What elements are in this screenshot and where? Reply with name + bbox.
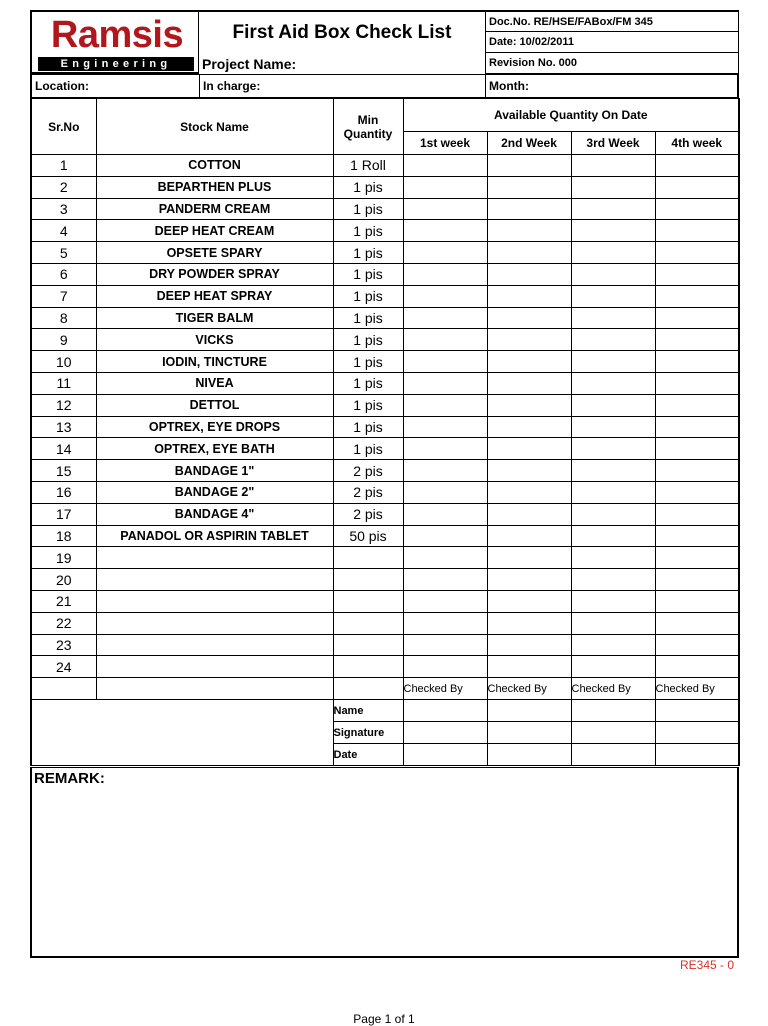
row-week-4-qty[interactable]: [655, 198, 739, 220]
row-min-quantity: 1 pis: [333, 307, 403, 329]
row-week-3-qty[interactable]: [571, 372, 655, 394]
header-week-1: 1st week: [403, 132, 487, 155]
row-srno: 2: [31, 176, 96, 198]
row-srno: 18: [31, 525, 96, 547]
row-week-2-qty[interactable]: [487, 590, 571, 612]
row-stock-name: COTTON: [96, 155, 333, 177]
row-week-4-qty[interactable]: [655, 590, 739, 612]
row-week-2-qty[interactable]: [487, 307, 571, 329]
row-week-1-qty[interactable]: [403, 285, 487, 307]
row-week-1-qty[interactable]: [403, 329, 487, 351]
row-srno: 3: [31, 198, 96, 220]
row-week-1-qty[interactable]: [403, 242, 487, 264]
row-week-4-qty[interactable]: [655, 263, 739, 285]
row-week-1-qty[interactable]: [403, 547, 487, 569]
remark-box[interactable]: [30, 767, 739, 958]
row-stock-name: DETTOL: [96, 394, 333, 416]
row-week-1-qty[interactable]: [403, 220, 487, 242]
date-cell-week-3[interactable]: [571, 744, 655, 766]
row-srno: 20: [31, 569, 96, 591]
date-cell-week-1[interactable]: [403, 744, 487, 766]
signature-cell-week-2[interactable]: [487, 722, 571, 744]
row-stock-name: PANDERM CREAM: [96, 198, 333, 220]
row-min-quantity: 1 pis: [333, 198, 403, 220]
table-row: [31, 198, 739, 220]
row-srno: 23: [31, 634, 96, 656]
incharge-field[interactable]: [199, 74, 486, 98]
row-stock-name: BEPARTHEN PLUS: [96, 176, 333, 198]
row-min-quantity: 1 Roll: [333, 155, 403, 177]
row-srno: 11: [31, 372, 96, 394]
row-week-4-qty[interactable]: [655, 176, 739, 198]
row-week-1-qty[interactable]: [403, 394, 487, 416]
row-min-quantity: [333, 656, 403, 678]
remark-label: REMARK:: [34, 770, 105, 787]
row-week-3-qty[interactable]: [571, 220, 655, 242]
row-week-3-qty[interactable]: [571, 569, 655, 591]
checklist-table: [30, 98, 740, 766]
row-week-1-qty[interactable]: [403, 307, 487, 329]
title-cell: [199, 10, 485, 54]
table-row: [31, 176, 739, 198]
row-min-quantity: 2 pis: [333, 503, 403, 525]
logo-brand: Ramsis: [50, 14, 184, 56]
row-min-quantity: 2 pis: [333, 460, 403, 482]
row-stock-name: IODIN, TINCTURE: [96, 351, 333, 373]
row-week-4-qty[interactable]: [655, 656, 739, 678]
signature-cell-week-4[interactable]: [655, 722, 739, 744]
row-week-1-qty[interactable]: [403, 263, 487, 285]
row-min-quantity: [333, 547, 403, 569]
project-name-cell[interactable]: [199, 54, 485, 74]
row-week-4-qty[interactable]: [655, 155, 739, 177]
table-row: [31, 155, 739, 177]
checked-by-week-2: Checked By: [487, 678, 571, 700]
row-week-4-qty[interactable]: [655, 416, 739, 438]
row-week-3-qty[interactable]: [571, 307, 655, 329]
incharge-label: In charge:: [203, 79, 261, 93]
location-field[interactable]: [30, 74, 200, 98]
table-row: [31, 394, 739, 416]
signature-cell-week-1[interactable]: [403, 722, 487, 744]
row-week-3-qty[interactable]: [571, 656, 655, 678]
header-srno: Sr.No: [31, 99, 96, 155]
table-row: [31, 220, 739, 242]
row-week-3-qty[interactable]: [571, 285, 655, 307]
row-srno: 7: [31, 285, 96, 307]
row-week-4-qty[interactable]: [655, 612, 739, 634]
row-week-4-qty[interactable]: [655, 242, 739, 264]
row-stock-name: [96, 612, 333, 634]
row-week-4-qty[interactable]: [655, 285, 739, 307]
company-logo: [30, 10, 199, 74]
row-week-2-qty[interactable]: [487, 329, 571, 351]
form-code: RE345 - 0: [679, 958, 734, 972]
row-stock-name: [96, 634, 333, 656]
table-row: [31, 569, 739, 591]
month-field[interactable]: [485, 74, 739, 98]
row-stock-name: NIVEA: [96, 372, 333, 394]
row-week-3-qty[interactable]: [571, 198, 655, 220]
row-week-1-qty[interactable]: [403, 351, 487, 373]
header-week-3: 3rd Week: [571, 132, 655, 155]
row-stock-name: OPTREX, EYE DROPS: [96, 416, 333, 438]
row-week-2-qty[interactable]: [487, 416, 571, 438]
row-week-1-qty[interactable]: [403, 438, 487, 460]
row-min-quantity: [333, 590, 403, 612]
row-week-1-qty[interactable]: [403, 525, 487, 547]
row-week-3-qty[interactable]: [571, 634, 655, 656]
row-week-2-qty[interactable]: [487, 242, 571, 264]
row-min-quantity: 2 pis: [333, 481, 403, 503]
row-week-4-qty[interactable]: [655, 503, 739, 525]
row-week-1-qty[interactable]: [403, 503, 487, 525]
row-week-2-qty[interactable]: [487, 372, 571, 394]
header-week-2: 2nd Week: [487, 132, 571, 155]
date-cell-week-2[interactable]: [487, 744, 571, 766]
row-srno: 24: [31, 656, 96, 678]
row-stock-name: DEEP HEAT SPRAY: [96, 285, 333, 307]
table-row: [31, 460, 739, 482]
revision-number: Revision No. 000: [485, 52, 739, 74]
table-row: [31, 612, 739, 634]
row-week-3-qty[interactable]: [571, 438, 655, 460]
row-week-2-qty[interactable]: [487, 460, 571, 482]
table-row: [31, 634, 739, 656]
row-week-1-qty[interactable]: [403, 612, 487, 634]
row-srno: 5: [31, 242, 96, 264]
row-stock-name: [96, 569, 333, 591]
row-week-4-qty[interactable]: [655, 460, 739, 482]
row-stock-name: BANDAGE 2": [96, 481, 333, 503]
row-stock-name: OPTREX, EYE BATH: [96, 438, 333, 460]
row-week-3-qty[interactable]: [571, 503, 655, 525]
row-week-4-qty[interactable]: [655, 634, 739, 656]
row-stock-name: [96, 547, 333, 569]
row-week-3-qty[interactable]: [571, 394, 655, 416]
row-stock-name: DRY POWDER SPRAY: [96, 263, 333, 285]
checked-by-week-3: Checked By: [571, 678, 655, 700]
table-row: [31, 307, 739, 329]
row-srno: 14: [31, 438, 96, 460]
row-week-4-qty[interactable]: [655, 438, 739, 460]
row-week-2-qty[interactable]: [487, 263, 571, 285]
table-row: [31, 372, 739, 394]
project-name-label: Project Name:: [202, 56, 297, 72]
row-stock-name: [96, 590, 333, 612]
row-srno: 9: [31, 329, 96, 351]
row-srno: 4: [31, 220, 96, 242]
row-week-4-qty[interactable]: [655, 481, 739, 503]
row-srno: 6: [31, 263, 96, 285]
row-week-2-qty[interactable]: [487, 220, 571, 242]
blank-cell: [333, 678, 403, 700]
header-week-4: 4th week: [655, 132, 739, 155]
form-title: First Aid Box Check List: [232, 22, 452, 43]
signoff-section: [31, 678, 739, 766]
row-min-quantity: 1 pis: [333, 372, 403, 394]
row-week-1-qty[interactable]: [403, 372, 487, 394]
logo-subtitle: Engineering: [38, 57, 194, 71]
row-week-4-qty[interactable]: [655, 351, 739, 373]
row-srno: 12: [31, 394, 96, 416]
month-label: Month:: [489, 79, 529, 93]
row-week-1-qty[interactable]: [403, 460, 487, 482]
name-cell-week-3[interactable]: [571, 700, 655, 722]
row-week-3-qty[interactable]: [571, 329, 655, 351]
row-min-quantity: 1 pis: [333, 416, 403, 438]
row-week-2-qty[interactable]: [487, 634, 571, 656]
row-srno: 13: [31, 416, 96, 438]
table-row: [31, 656, 739, 678]
row-week-4-qty[interactable]: [655, 329, 739, 351]
row-week-3-qty[interactable]: [571, 263, 655, 285]
row-week-3-qty[interactable]: [571, 155, 655, 177]
location-row: [30, 74, 739, 98]
row-week-2-qty[interactable]: [487, 656, 571, 678]
row-min-quantity: 1 pis: [333, 394, 403, 416]
location-label: Location:: [35, 79, 89, 93]
document-meta: [485, 10, 739, 74]
row-min-quantity: 1 pis: [333, 351, 403, 373]
row-week-3-qty[interactable]: [571, 612, 655, 634]
row-stock-name: VICKS: [96, 329, 333, 351]
row-week-3-qty[interactable]: [571, 176, 655, 198]
row-week-4-qty[interactable]: [655, 372, 739, 394]
row-week-2-qty[interactable]: [487, 547, 571, 569]
row-week-2-qty[interactable]: [487, 569, 571, 591]
row-week-2-qty[interactable]: [487, 481, 571, 503]
signoff-blank: [31, 700, 333, 766]
row-week-1-qty[interactable]: [403, 569, 487, 591]
row-week-1-qty[interactable]: [403, 590, 487, 612]
row-week-1-qty[interactable]: [403, 656, 487, 678]
row-srno: 10: [31, 351, 96, 373]
row-min-quantity: 1 pis: [333, 220, 403, 242]
table-row: [31, 438, 739, 460]
header-stock-name: Stock Name: [96, 99, 333, 155]
row-week-3-qty[interactable]: [571, 242, 655, 264]
table-row: [31, 351, 739, 373]
row-min-quantity: [333, 612, 403, 634]
signoff-date-label: Date: [333, 744, 403, 766]
row-week-3-qty[interactable]: [571, 481, 655, 503]
signoff-name-label: Name: [333, 700, 403, 722]
row-stock-name: BANDAGE 1": [96, 460, 333, 482]
row-srno: 22: [31, 612, 96, 634]
row-min-quantity: [333, 634, 403, 656]
row-srno: 17: [31, 503, 96, 525]
table-row: [31, 481, 739, 503]
row-week-3-qty[interactable]: [571, 525, 655, 547]
row-min-quantity: 1 pis: [333, 329, 403, 351]
row-min-quantity: 1 pis: [333, 176, 403, 198]
row-srno: 15: [31, 460, 96, 482]
page-number: Page 1 of 1: [353, 1012, 415, 1026]
row-week-1-qty[interactable]: [403, 416, 487, 438]
header-available-quantity: Available Quantity On Date: [403, 99, 739, 132]
doc-date: Date: 10/02/2011: [485, 31, 739, 53]
row-srno: 8: [31, 307, 96, 329]
row-week-1-qty[interactable]: [403, 155, 487, 177]
blank-cell: [31, 678, 96, 700]
row-srno: 1: [31, 155, 96, 177]
row-min-quantity: 1 pis: [333, 263, 403, 285]
row-week-3-qty[interactable]: [571, 416, 655, 438]
row-week-2-qty[interactable]: [487, 351, 571, 373]
row-week-1-qty[interactable]: [403, 176, 487, 198]
signoff-signature-label: Signature: [333, 722, 403, 744]
table-row: [31, 242, 739, 264]
row-week-4-qty[interactable]: [655, 307, 739, 329]
doc-number: Doc.No. RE/HSE/FABox/FM 345: [485, 10, 739, 32]
row-week-4-qty[interactable]: [655, 525, 739, 547]
name-cell-week-4[interactable]: [655, 700, 739, 722]
row-week-1-qty[interactable]: [403, 481, 487, 503]
row-week-4-qty[interactable]: [655, 220, 739, 242]
table-row: [31, 590, 739, 612]
row-week-2-qty[interactable]: [487, 612, 571, 634]
row-week-1-qty[interactable]: [403, 634, 487, 656]
name-cell-week-2[interactable]: [487, 700, 571, 722]
table-row: [31, 416, 739, 438]
table-row: [31, 525, 739, 547]
row-week-3-qty[interactable]: [571, 590, 655, 612]
row-week-2-qty[interactable]: [487, 394, 571, 416]
row-stock-name: DEEP HEAT CREAM: [96, 220, 333, 242]
row-week-3-qty[interactable]: [571, 547, 655, 569]
row-stock-name: TIGER BALM: [96, 307, 333, 329]
header-min-quantity: Min Quantity: [333, 99, 403, 155]
table-row: [31, 547, 739, 569]
table-row: [31, 503, 739, 525]
row-week-2-qty[interactable]: [487, 438, 571, 460]
table-row: [31, 263, 739, 285]
row-week-2-qty[interactable]: [487, 503, 571, 525]
row-week-2-qty[interactable]: [487, 198, 571, 220]
row-week-2-qty[interactable]: [487, 176, 571, 198]
table-row: [31, 285, 739, 307]
row-week-4-qty[interactable]: [655, 547, 739, 569]
row-min-quantity: 1 pis: [333, 285, 403, 307]
row-stock-name: OPSETE SPARY: [96, 242, 333, 264]
row-week-1-qty[interactable]: [403, 198, 487, 220]
row-week-2-qty[interactable]: [487, 525, 571, 547]
row-min-quantity: 1 pis: [333, 438, 403, 460]
row-week-3-qty[interactable]: [571, 351, 655, 373]
table-row: [31, 329, 739, 351]
row-min-quantity: [333, 569, 403, 591]
row-srno: 21: [31, 590, 96, 612]
row-stock-name: BANDAGE 4": [96, 503, 333, 525]
checked-by-week-4: Checked By: [655, 678, 739, 700]
checklist-rows: [31, 155, 739, 678]
row-stock-name: PANADOL OR ASPIRIN TABLET: [96, 525, 333, 547]
signature-cell-week-3[interactable]: [571, 722, 655, 744]
row-week-3-qty[interactable]: [571, 460, 655, 482]
date-cell-week-4[interactable]: [655, 744, 739, 766]
name-cell-week-1[interactable]: [403, 700, 487, 722]
row-stock-name: [96, 656, 333, 678]
row-week-4-qty[interactable]: [655, 394, 739, 416]
row-min-quantity: 1 pis: [333, 242, 403, 264]
row-week-4-qty[interactable]: [655, 569, 739, 591]
row-week-2-qty[interactable]: [487, 285, 571, 307]
row-srno: 19: [31, 547, 96, 569]
blank-cell: [96, 678, 333, 700]
checked-by-week-1: Checked By: [403, 678, 487, 700]
row-week-2-qty[interactable]: [487, 155, 571, 177]
row-min-quantity: 50 pis: [333, 525, 403, 547]
row-srno: 16: [31, 481, 96, 503]
